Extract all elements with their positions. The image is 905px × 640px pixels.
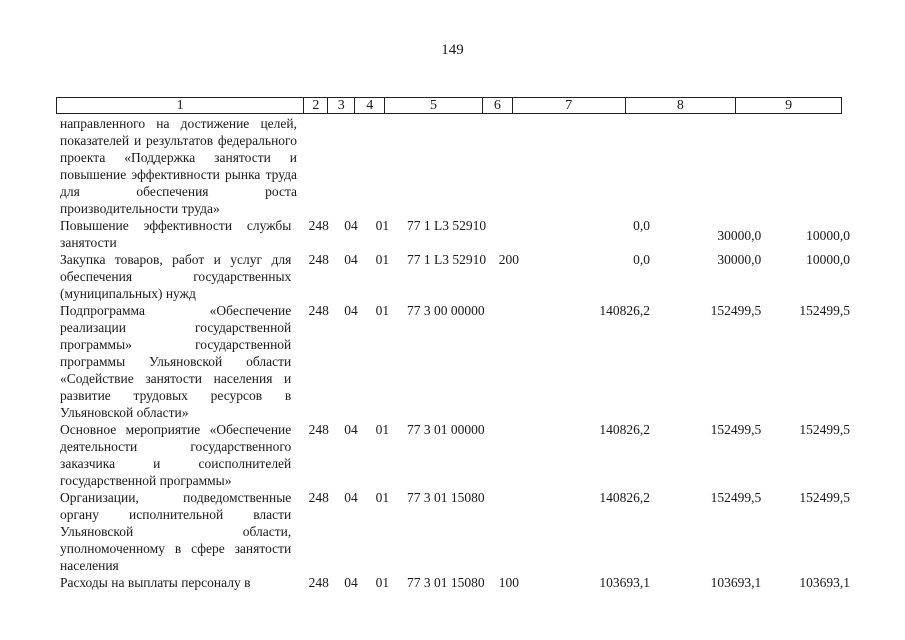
row-value-col8: 30000,0 [717,252,762,267]
row-value-col9: 103693,1 [799,575,851,590]
row-value-col9: 152499,5 [799,490,851,505]
row-value-col9: 10000,0 [806,228,851,243]
column-header-1: 1 [57,98,304,113]
row-section-code: 04 [344,490,358,505]
row-value-col7: 140826,2 [599,490,650,505]
column-header-5: 5 [385,98,483,113]
row-target-article-code: 77 1 L3 52910 [406,218,487,233]
row-name: Расходы на выплаты персоналу в [60,575,251,590]
row-target-article-code: 77 3 01 15080 [406,575,485,590]
column-header-9: 9 [785,98,793,113]
column-header-2: 2 [304,98,328,113]
table-row [60,302,850,421]
row-value-col7: 140826,2 [599,303,650,318]
table-body [60,115,850,591]
row-name: Основное мероприятие «Обеспечение деятельности государственного заказчика и соисполнителей государственной программы» [60,422,292,488]
row-value-col7: 103693,1 [599,575,650,590]
row-section-code: 04 [344,252,358,267]
row-subsection-code: 01 [375,218,390,233]
table-row [60,115,850,217]
row-value-col8: 152499,5 [710,490,762,505]
table-row [60,251,850,302]
row-value-col7: 0,0 [633,252,650,267]
row-target-article-code: 77 3 01 15080 [406,490,485,505]
row-name: направленного на достижение целей, показателей и результатов федерального проекта «Поддержка занятости и повышение эффективности рынка труда для обеспечения роста производительности труда» [60,116,297,216]
row-value-col7: 140826,2 [599,422,650,437]
row-admin-code: 248 [308,490,329,505]
row-subsection-code: 01 [375,252,390,267]
row-value-col7: 0,0 [633,218,650,233]
row-name: Закупка товаров, работ и услуг для обеспечения государственных (муниципальных) нужд [60,252,292,301]
row-value-col8: 30000,0 [717,228,762,243]
table-header-row [56,97,842,114]
row-subsection-code: 01 [375,575,390,590]
row-target-article-code: 77 3 00 00000 [406,303,485,318]
row-section-code: 04 [344,303,358,318]
row-name: Подпрограмма «Обеспечение реализации государственной программы» государственной программы Ульяновской области «Содействие занятости населения и развитие трудовых ресурсов в Ульяновской области» [60,303,292,420]
row-admin-code: 248 [308,575,329,590]
table-row [60,574,850,591]
row-admin-code: 248 [308,422,329,437]
row-section-code: 04 [344,575,358,590]
row-name: Организации, подведомственные органу исполнительной власти Ульяновской области, уполномоченному в сфере занятости населения [60,490,292,573]
row-value-col9: 152499,5 [799,422,851,437]
row-subsection-code: 01 [375,303,390,318]
column-header-4: 4 [355,98,385,113]
column-header-8: 8 [626,98,737,113]
row-section-code: 04 [344,422,358,437]
row-value-col8: 152499,5 [710,303,762,318]
row-admin-code: 248 [308,252,329,267]
row-expense-type-code: 100 [498,575,519,590]
row-expense-type-code: 200 [498,252,519,267]
row-subsection-code: 01 [375,490,390,505]
table-row [60,489,850,574]
row-value-col8: 103693,1 [710,575,762,590]
column-header-7: 7 [513,98,626,113]
row-section-code: 04 [344,218,358,233]
row-admin-code: 248 [308,218,329,233]
column-header-6: 6 [483,98,513,113]
row-target-article-code: 77 3 01 00000 [406,422,485,437]
row-target-article-code: 77 1 L3 52910 [406,252,487,267]
row-value-col9: 152499,5 [799,303,851,318]
row-name: Повышение эффективности службы занятости [60,218,292,250]
row-value-col9: 10000,0 [806,252,851,267]
table-row [60,421,850,489]
row-subsection-code: 01 [375,422,390,437]
column-header-3: 3 [328,98,355,113]
row-admin-code: 248 [308,303,329,318]
row-value-col8: 152499,5 [710,422,762,437]
table-row [60,217,850,251]
page-number: 149 [441,42,464,58]
